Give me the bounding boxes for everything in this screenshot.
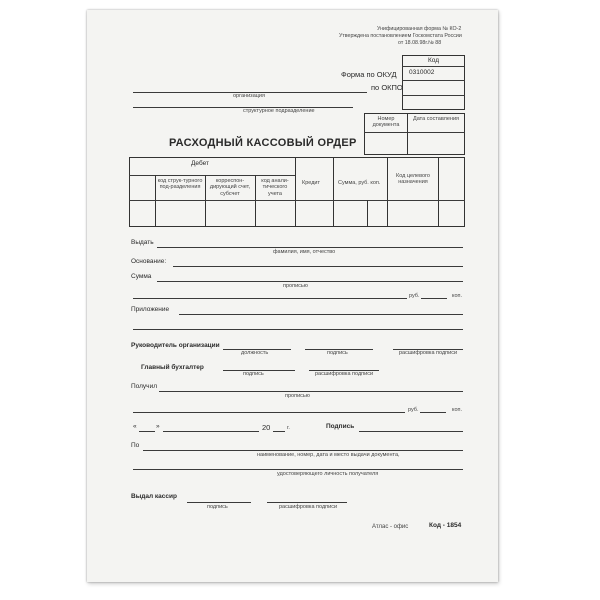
by-line: [143, 450, 463, 451]
issue-caption: фамилия, имя, отчество: [273, 249, 336, 255]
head-signature-caption: подпись: [327, 350, 348, 356]
received-label: Получил: [131, 383, 157, 390]
okud-label: Форма по ОКУД: [341, 70, 397, 79]
signature-line: [359, 431, 463, 432]
col-division-code: код струк-турного под-разделения: [157, 178, 203, 191]
doc-number-label: Номер документа: [372, 116, 400, 129]
publisher: Атлас - офис: [372, 524, 409, 530]
identity-caption: удостоверяющего личность получателя: [277, 471, 379, 477]
accountant-signature-caption: подпись: [243, 371, 264, 377]
code-label: Код: [427, 57, 440, 64]
sum-label: Сумма: [131, 273, 152, 280]
page-title: РАСХОДНЫЙ КАССОВЫЙ ОРДЕР: [169, 137, 357, 149]
by-line-2: [133, 469, 463, 470]
received-caption: прописью: [285, 393, 310, 399]
form-line-3: от 18.08.98г.№ 88: [398, 40, 442, 46]
amount-label: Сумма, руб. коп.: [338, 180, 381, 186]
division-caption: структурное подразделение: [243, 108, 315, 114]
head-label: Руководитель организации: [131, 342, 220, 349]
basis-label: Основание:: [131, 258, 167, 265]
okud-value: 0310002: [409, 69, 435, 76]
doc-caption: наименование, номер, дата и место выдачи документа,: [257, 452, 400, 458]
attachment-line-2: [133, 329, 463, 330]
year-prefix: 20: [262, 423, 271, 432]
form-line-2: Утверждена постановлением Госкомстата России: [339, 33, 462, 39]
sum-caption: прописью: [283, 283, 308, 289]
credit-label: Кредит: [302, 180, 321, 186]
sum-line: [157, 281, 463, 282]
col-corr-account: корреспон-дирующий счет, субсчет: [209, 178, 251, 197]
debit-credit-table: [129, 157, 465, 227]
accountant-decoding-caption: расшифровка подписи: [315, 371, 374, 377]
head-position-caption: должность: [241, 350, 269, 356]
head-decoding-caption: расшифровка подписи: [399, 350, 458, 356]
sum-rub-label: руб.: [409, 293, 420, 299]
cashier-label: Выдал кассир: [131, 493, 177, 500]
issue-line: [157, 247, 463, 248]
okpo-label: по ОКПО: [371, 83, 403, 92]
received-line-2: [133, 412, 405, 413]
organization-caption: организация: [233, 93, 265, 99]
basis-line: [173, 266, 463, 267]
by-label: По: [131, 442, 140, 449]
sum-kop-label: коп.: [452, 293, 463, 299]
doc-date-label: Дата составления: [413, 116, 459, 122]
received-kop-label: коп.: [452, 407, 463, 413]
cash-order-form: Унифицированная форма № КО-2 Утверждена постановлением Госкомстата России от 18.08.98г.№ 88 Код 0310002 Форма по ОКУД по ОКПО организация структурное подразделение Номер документа Дата составления РАСХОДНЫЙ КАССОВЫЙ ОРДЕР Дебет код струк-турного под-разделения корреспон-дирующий счет, субсчет код анали-тического учета Кредит Сумма, руб. коп. Код целевого назначения Выдать фамилия, имя, отчество Основание: Сумма прописью руб. коп. Приложение Руководитель организации должность подпись расшифровка подписи Главный бухгалтер подпись расшифровка подписи Получил прописью руб. коп. « » 20 г. Подпись По наименование, номер, дата и место выдачи документа, удостоверяющего личность получателя Выдал кассир подпись расшифровка подписи Атлас - офис Код - 1854: [87, 10, 498, 582]
accountant-label: Главный бухгалтер: [141, 364, 204, 371]
sum-line-2: [133, 298, 407, 299]
cashier-signature-caption: подпись: [207, 504, 228, 510]
received-line: [159, 391, 463, 392]
form-code: Код - 1854: [429, 522, 462, 529]
signature-label: Подпись: [326, 423, 355, 430]
year-suffix: г.: [287, 425, 290, 431]
received-rub-label: руб.: [408, 407, 419, 413]
cashier-decoding-caption: расшифровка подписи: [279, 504, 338, 510]
attachment-label: Приложение: [131, 306, 170, 313]
attachment-line: [179, 314, 463, 315]
issue-label: Выдать: [131, 239, 154, 246]
debit-label: Дебет: [191, 160, 209, 167]
purpose-code-label: Код целевого назначения: [396, 173, 430, 186]
col-analytic-code: код анали-тического учета: [261, 178, 289, 197]
form-line-1: Унифицированная форма № КО-2: [377, 26, 462, 32]
